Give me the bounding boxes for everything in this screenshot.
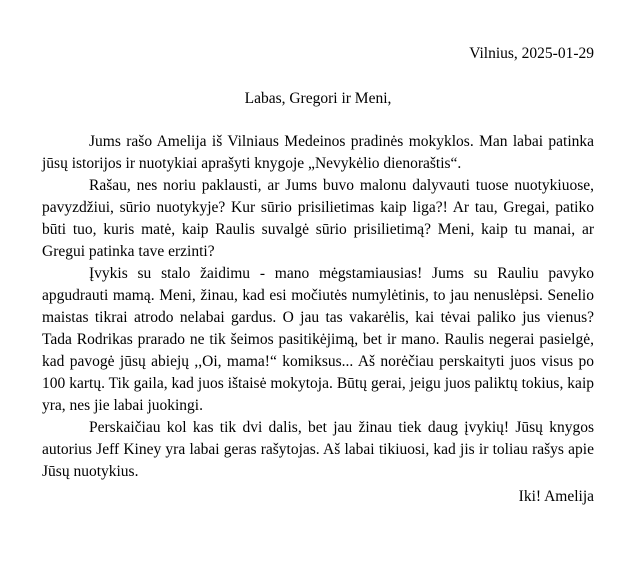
paragraph-favourite-event: Įvykis su stalo žaidimu - mano mėgstamiausias! Jums su Rauliu pavyko apgudrauti mamą. Meni, žinau, kad esi močiutės numylėtinis, to jau nenuslėpsi. Senelio maistas tikrai atrodo nelabai gardus. O jau tas vakarėlis, kai tėvai paliko jus vienus? Tada Rodrikas prarado ne tik šeimos pasitikėjimą, bet ir mano. Raulis negerai pasielgė, kad pavogė jūsų abiejų ,,Oi, mama!“ komiksus... Aš norėčiau perskaityti juos visus po 100 kartų. Tik gaila, kad juos ištaisė mokytoja. Būtų gerai, jeigu juos paliktų tokius, kaip yra, nes jie labai juokingi. [42,265,594,414]
paragraph-intro: Jums rašo Amelija iš Vilniaus Medeinos pradinės mokyklos. Man labai patinka jūsų istorijos ir nuotykiai aprašyti knygoje „Nevykėlio dienoraštis“. [42,133,594,172]
paragraph-questions: Rašau, nes noriu paklausti, ar Jums buvo malonu dalyvauti tuose nuotykiuose, pavyzdžiui, sūrio nuotykyje? Kur sūrio prisilietimas kaip liga?! Ar tau, Gregai, patiko būti tuo, kuris matė, kaip Raulis suvalgė sūrio prisilietimą? Meni, kaip tu manai, ar Gregui patinka tave erzinti? [42,177,594,260]
letter-signoff: Iki! Amelija [518,488,594,505]
paragraph-closing: Perskaičiau kol kas tik dvi dalis, bet jau žinau tiek daug įvykių! Jūsų knygos autorius Jeff Kiney yra labai geras rašytojas. Aš labai tikiuosi, kad jis ir toliau rašys apie Jūsų nuotykius. [42,419,594,480]
letter-body [42,131,594,483]
letter-greeting: Labas, Gregori ir Meni, [244,90,392,107]
letter-date: Vilnius, 2025-01-29 [469,45,594,62]
